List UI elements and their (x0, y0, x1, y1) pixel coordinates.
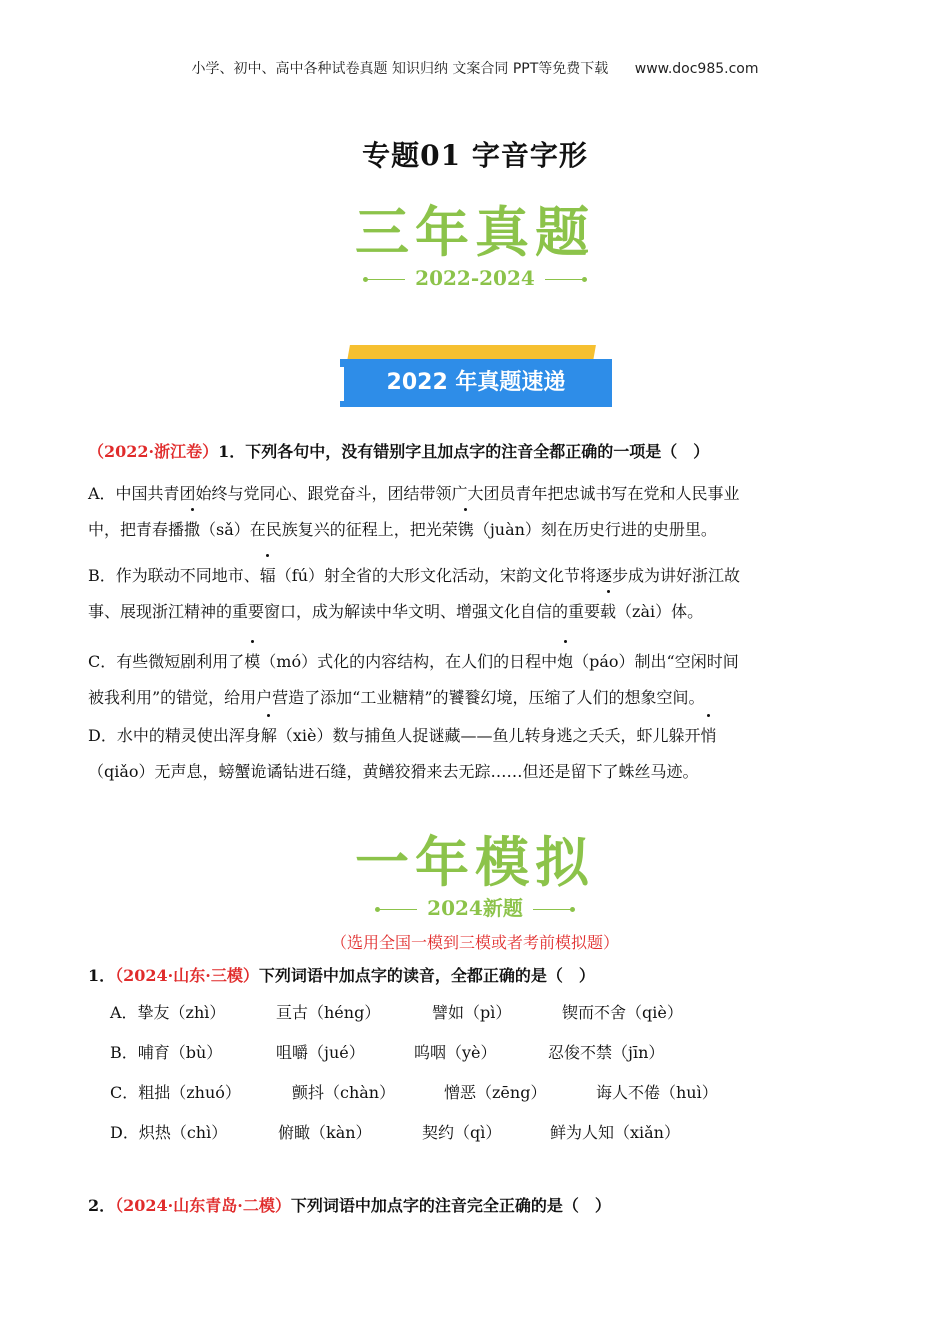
divider-left (365, 279, 405, 280)
section-title-three-years: 三年真题 (355, 201, 595, 264)
option-cell: 诲人不倦（huì） (596, 1083, 718, 1102)
option-a-line-2: 中，把青春播撒（sǎ）在民族复兴的征程上，把光荣镌（juàn）刻在历史行进的史册里。 (88, 512, 868, 548)
question-source: （2022·浙江卷） (88, 442, 219, 461)
option-cell: C．粗拙（zhuó） (110, 1083, 241, 1102)
selection-note: （选用全国一模到三模或者考前模拟题） (330, 933, 619, 952)
header-text: 小学、初中、高中各种试卷真题 知识归纳 文案合同 PPT等免费下载 (191, 61, 609, 77)
new-questions-label: 2024新题 (427, 896, 523, 920)
header-site-link[interactable]: www.doc985.com (634, 61, 759, 77)
option-b-line-1: B．作为联动不同地市、辐（fú）射全省的大形文化活动，宋韵文化节将逐步成为讲好浙江故 (88, 558, 868, 594)
banner-label: 2022 年真题速递 (386, 370, 566, 395)
question-text: 下列词语中加点字的注音完全正确的是（ ） (290, 1196, 611, 1215)
option-a-line-1: A．中国共青团始终与党同心、跟党奋斗，团结带领广大团员青年把忠诚书写在党和人民事业 (88, 484, 740, 503)
question-number: 1． (88, 966, 116, 985)
option-d-line-2: （qiǎo）无声息，螃蟹诡谲钻进石缝，黄鳝狡猾来去无踪……但还是留下了蛛丝马迹。 (88, 762, 699, 781)
section-banner (330, 345, 616, 407)
question-text: 下列词语中加点字的读音，全都正确的是（ ） (258, 966, 595, 985)
page-title: 专题01 字音字形 (362, 139, 588, 172)
option-d (88, 718, 868, 790)
option-a (88, 476, 868, 548)
question-2-stem (88, 958, 868, 994)
option-cell: 呜咽（yè） (414, 1043, 497, 1062)
option-cell: 亘古（héng） (276, 1003, 381, 1022)
option-cell: 鲜为人知（xiǎn） (550, 1123, 680, 1142)
option-cell: 锲而不舍（qiè） (562, 1003, 683, 1022)
divider-right (545, 279, 585, 280)
option-cell: 颤抖（chàn） (292, 1083, 396, 1102)
option-cell: B．哺育（bù） (110, 1043, 223, 1062)
option-cell: 咀嚼（jué） (276, 1043, 365, 1062)
option-c (88, 644, 868, 716)
option-c-line-1: C．有些微短剧利用了模（mó）式化的内容结构，在人们的日程中炮（páo）制出“空闲时间 (88, 644, 868, 680)
question-source: （2024·山东·三模） (115, 966, 259, 985)
option-cell: 俯瞰（kàn） (278, 1123, 372, 1142)
question-3-stem (88, 1188, 868, 1224)
option-c-line-2: 被我利用”的错觉，给用户营造了添加“工业糖精”的饕餮幻境，压缩了人们的想象空间。 (88, 688, 705, 707)
question-number: 2． (88, 1196, 116, 1215)
option-cell: A．挚友（zhì） (110, 1003, 226, 1022)
option-cell: 譬如（pì） (432, 1003, 512, 1022)
question-text: 1．下列各句中，没有错别字且加点字的注音全都正确的一项是（ ） (218, 442, 710, 461)
divider-left-2 (377, 909, 417, 910)
page-header (0, 58, 950, 78)
section-years (0, 266, 950, 290)
option-d-line-1: D．水中的精灵使出浑身解（xiè）数与捕鱼人捉谜藏——鱼儿转身逃之夭夭，虾儿躲开悄 (88, 718, 868, 754)
option-cell: D．炽热（chì） (110, 1123, 228, 1142)
divider-right-2 (533, 909, 573, 910)
option-b (88, 558, 868, 630)
years-label: 2022-2024 (415, 266, 535, 290)
option-cell: 憎恶（zēng） (444, 1083, 547, 1102)
section-new-questions (0, 892, 950, 921)
option-b-line-2: 事、展现浙江精神的重要窗口，成为解读中华文明、增强文化自信的重要载（zài）体。 (88, 594, 868, 630)
section-title-one-year: 一年模拟 (355, 831, 595, 894)
option-cell: 契约（qì） (422, 1123, 502, 1142)
option-cell: 忍俊不禁（jīn） (548, 1043, 665, 1062)
question-1-stem (88, 434, 868, 470)
question-source: （2024·山东青岛·二模） (115, 1196, 291, 1215)
